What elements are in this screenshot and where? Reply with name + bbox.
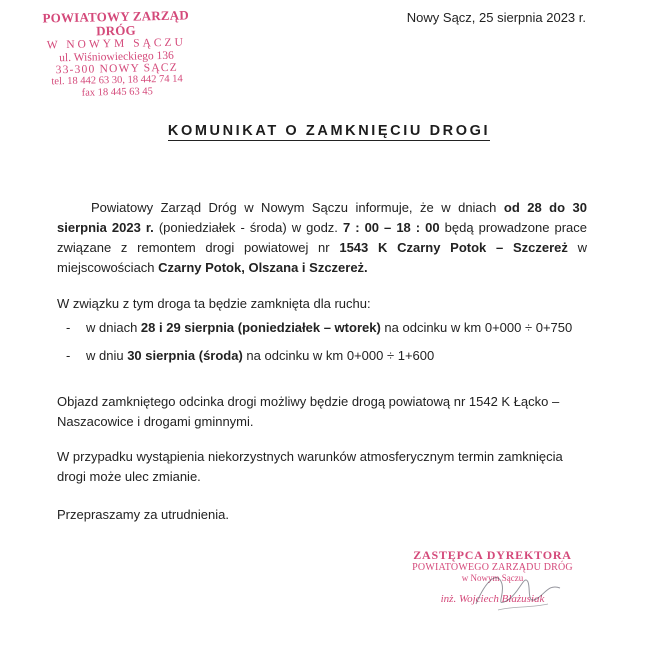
closure-text: w dniach	[86, 320, 141, 335]
signature-line-1: ZASTĘPCA DYREKTORA	[413, 548, 572, 562]
signature-line-2: POWIATOWEGO ZARZĄDU DRÓG	[412, 562, 573, 573]
intro-text-2: (	[153, 220, 164, 235]
office-stamp	[23, 8, 210, 100]
dash-bullet: -	[66, 320, 71, 335]
intro-bold-dates: od 28 do 30 sierpnia 2023 r.	[57, 200, 587, 235]
closure-text: w dniu	[86, 348, 128, 363]
stamp-line-4: 33-300 NOWY SĄCZ	[55, 61, 179, 77]
handwritten-signature-icon	[468, 560, 568, 620]
closure-item-1	[66, 318, 606, 338]
intro-text-5: w miejscowościach	[57, 240, 588, 275]
title-text: KOMUNIKAT O ZAMKNIĘCIU DROGI	[167, 123, 491, 139]
signature-line-3: w Nowym Sączu	[461, 573, 524, 583]
intro-text-4: będą prowadzone prace związane z remontem drogi powiatowej nr	[57, 220, 587, 255]
intro-days: poniedziałek - środa	[163, 220, 283, 235]
intro-bold-road: 1543 K Czarny Potok – Szczereż	[339, 240, 568, 255]
weather-paragraph: W przypadku wystąpienia niekorzystnych warunków atmosferycznym termin zamknięcia drogi może ulec zmianie.	[57, 449, 563, 484]
document-date: Nowy Sącz, 25 sierpnia 2023 r.	[406, 10, 586, 25]
stamp-line-3: ul. Wiśniowieckiego 136	[59, 49, 174, 65]
stamp-line-2: W NOWYM SĄCZU	[46, 36, 186, 52]
stamp-line-1: POWIATOWY ZARZĄD DRÓG	[42, 7, 190, 39]
detour-paragraph: Objazd zamkniętego odcinka drogi możliwy będzie drogą powiatową nr 1542 K Łącko – Naszacowice i drogami gminnymi.	[57, 394, 560, 429]
dash-bullet: -	[66, 348, 71, 363]
stamp-line-6: fax 18 445 63 45	[81, 86, 153, 99]
document-title	[0, 123, 658, 139]
closure-range: na odcinku w km 0+000 ÷ 0+750	[380, 320, 573, 335]
intro-text-1: Powiatowy Zarząd Dróg w Nowym Sączu informuje, że w dniach	[91, 200, 504, 215]
signature-line-4: inż. Wojciech Błażusiak	[440, 593, 545, 605]
closure-bold: 28 i 29 sierpnia (poniedziałek – wtorek)	[140, 320, 381, 335]
closure-bold: 30 sierpnia (środa)	[127, 348, 243, 363]
closure-item-2	[66, 346, 606, 366]
apology-paragraph: Przepraszamy za utrudnienia.	[57, 507, 229, 522]
intro-text-3: ) w godz.	[282, 220, 343, 235]
closure-intro: W związku z tym droga ta będzie zamknięta dla ruchu:	[57, 296, 371, 311]
closure-range: na odcinku w km 0+000 ÷ 1+600	[242, 348, 435, 363]
intro-bold-hours: 7 : 00 – 18 : 00	[342, 220, 440, 235]
stamp-line-5: tel. 18 442 63 30, 18 442 74 14	[51, 73, 183, 88]
intro-bold-places: Czarny Potok, Olszana i Szczereż.	[158, 260, 368, 275]
intro-paragraph	[57, 198, 587, 278]
